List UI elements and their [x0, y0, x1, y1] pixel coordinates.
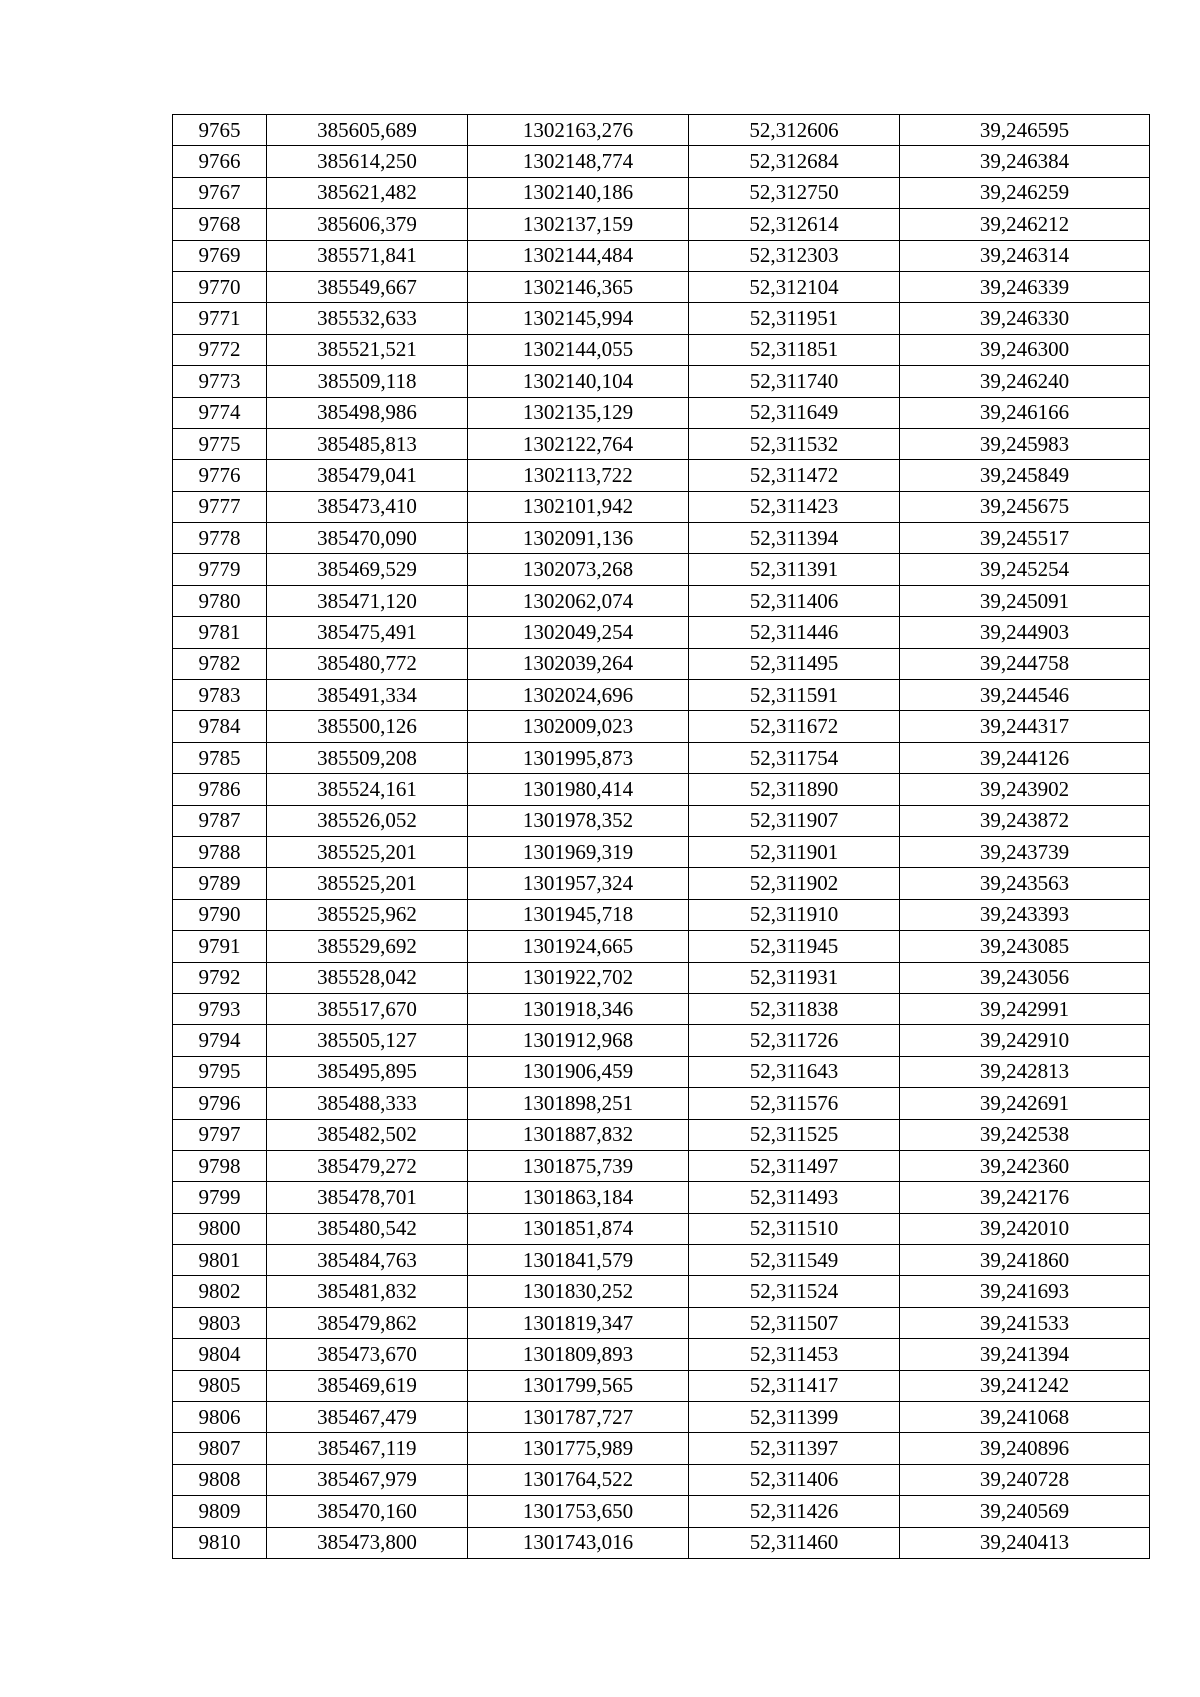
- y-coordinate-cell: 1301978,352: [468, 805, 689, 836]
- latitude-cell: 52,311525: [689, 1119, 900, 1150]
- point-number-cell: 9808: [173, 1464, 267, 1495]
- x-coordinate-cell: 385505,127: [267, 1025, 468, 1056]
- longitude-cell: 39,243056: [900, 962, 1150, 993]
- x-coordinate-cell: 385532,633: [267, 303, 468, 334]
- latitude-cell: 52,311417: [689, 1370, 900, 1401]
- table-row: [173, 680, 1150, 711]
- latitude-cell: 52,311643: [689, 1056, 900, 1087]
- y-coordinate-cell: 1302024,696: [468, 680, 689, 711]
- longitude-cell: 39,245517: [900, 523, 1150, 554]
- y-coordinate-cell: 1302039,264: [468, 648, 689, 679]
- table-row: [173, 1056, 1150, 1087]
- x-coordinate-cell: 385467,479: [267, 1402, 468, 1433]
- point-number-cell: 9792: [173, 962, 267, 993]
- x-coordinate-cell: 385549,667: [267, 271, 468, 302]
- table-row: [173, 1402, 1150, 1433]
- table-row: [173, 836, 1150, 867]
- point-number-cell: 9804: [173, 1339, 267, 1370]
- table-row: [173, 1025, 1150, 1056]
- point-number-cell: 9807: [173, 1433, 267, 1464]
- x-coordinate-cell: 385471,120: [267, 585, 468, 616]
- y-coordinate-cell: 1302135,129: [468, 397, 689, 428]
- point-number-cell: 9796: [173, 1088, 267, 1119]
- x-coordinate-cell: 385614,250: [267, 146, 468, 177]
- table-row: [173, 1370, 1150, 1401]
- point-number-cell: 9805: [173, 1370, 267, 1401]
- latitude-cell: 52,311901: [689, 836, 900, 867]
- x-coordinate-cell: 385479,041: [267, 460, 468, 491]
- y-coordinate-cell: 1301980,414: [468, 774, 689, 805]
- point-number-cell: 9794: [173, 1025, 267, 1056]
- table-row: [173, 993, 1150, 1024]
- point-number-cell: 9766: [173, 146, 267, 177]
- x-coordinate-cell: 385481,832: [267, 1276, 468, 1307]
- longitude-cell: 39,242538: [900, 1119, 1150, 1150]
- y-coordinate-cell: 1301906,459: [468, 1056, 689, 1087]
- longitude-cell: 39,241394: [900, 1339, 1150, 1370]
- latitude-cell: 52,311460: [689, 1527, 900, 1558]
- x-coordinate-cell: 385498,986: [267, 397, 468, 428]
- point-number-cell: 9788: [173, 836, 267, 867]
- table-row: [173, 742, 1150, 773]
- y-coordinate-cell: 1302101,942: [468, 491, 689, 522]
- y-coordinate-cell: 1301809,893: [468, 1339, 689, 1370]
- point-number-cell: 9768: [173, 209, 267, 240]
- y-coordinate-cell: 1301851,874: [468, 1213, 689, 1244]
- table-row: [173, 774, 1150, 805]
- y-coordinate-cell: 1301924,665: [468, 931, 689, 962]
- longitude-cell: 39,242813: [900, 1056, 1150, 1087]
- x-coordinate-cell: 385480,772: [267, 648, 468, 679]
- table-row: [173, 397, 1150, 428]
- latitude-cell: 52,311532: [689, 428, 900, 459]
- x-coordinate-cell: 385478,701: [267, 1182, 468, 1213]
- latitude-cell: 52,311931: [689, 962, 900, 993]
- y-coordinate-cell: 1301922,702: [468, 962, 689, 993]
- table-row: [173, 428, 1150, 459]
- longitude-cell: 39,244317: [900, 711, 1150, 742]
- x-coordinate-cell: 385517,670: [267, 993, 468, 1024]
- latitude-cell: 52,312614: [689, 209, 900, 240]
- longitude-cell: 39,244758: [900, 648, 1150, 679]
- table-row: [173, 1245, 1150, 1276]
- table-row: [173, 1119, 1150, 1150]
- x-coordinate-cell: 385480,542: [267, 1213, 468, 1244]
- table-row: [173, 209, 1150, 240]
- longitude-cell: 39,246339: [900, 271, 1150, 302]
- x-coordinate-cell: 385525,201: [267, 836, 468, 867]
- point-number-cell: 9809: [173, 1496, 267, 1527]
- longitude-cell: 39,245849: [900, 460, 1150, 491]
- y-coordinate-cell: 1301799,565: [468, 1370, 689, 1401]
- table-row: [173, 1088, 1150, 1119]
- point-number-cell: 9780: [173, 585, 267, 616]
- longitude-cell: 39,245091: [900, 585, 1150, 616]
- longitude-cell: 39,240728: [900, 1464, 1150, 1495]
- latitude-cell: 52,311423: [689, 491, 900, 522]
- y-coordinate-cell: 1301764,522: [468, 1464, 689, 1495]
- y-coordinate-cell: 1302091,136: [468, 523, 689, 554]
- x-coordinate-cell: 385491,334: [267, 680, 468, 711]
- latitude-cell: 52,311576: [689, 1088, 900, 1119]
- point-number-cell: 9775: [173, 428, 267, 459]
- point-number-cell: 9785: [173, 742, 267, 773]
- x-coordinate-cell: 385605,689: [267, 115, 468, 146]
- y-coordinate-cell: 1302009,023: [468, 711, 689, 742]
- latitude-cell: 52,311397: [689, 1433, 900, 1464]
- point-number-cell: 9790: [173, 899, 267, 930]
- latitude-cell: 52,311472: [689, 460, 900, 491]
- y-coordinate-cell: 1301995,873: [468, 742, 689, 773]
- y-coordinate-cell: 1301830,252: [468, 1276, 689, 1307]
- table-row: [173, 491, 1150, 522]
- y-coordinate-cell: 1301918,346: [468, 993, 689, 1024]
- y-coordinate-cell: 1301787,727: [468, 1402, 689, 1433]
- y-coordinate-cell: 1301775,989: [468, 1433, 689, 1464]
- y-coordinate-cell: 1301819,347: [468, 1307, 689, 1338]
- point-number-cell: 9802: [173, 1276, 267, 1307]
- x-coordinate-cell: 385500,126: [267, 711, 468, 742]
- longitude-cell: 39,243902: [900, 774, 1150, 805]
- latitude-cell: 52,311910: [689, 899, 900, 930]
- table-row: [173, 1276, 1150, 1307]
- longitude-cell: 39,245254: [900, 554, 1150, 585]
- x-coordinate-cell: 385479,272: [267, 1150, 468, 1181]
- latitude-cell: 52,311391: [689, 554, 900, 585]
- latitude-cell: 52,311394: [689, 523, 900, 554]
- y-coordinate-cell: 1301887,832: [468, 1119, 689, 1150]
- latitude-cell: 52,311951: [689, 303, 900, 334]
- point-number-cell: 9781: [173, 617, 267, 648]
- x-coordinate-cell: 385528,042: [267, 962, 468, 993]
- table-row: [173, 1307, 1150, 1338]
- table-row: [173, 711, 1150, 742]
- point-number-cell: 9801: [173, 1245, 267, 1276]
- longitude-cell: 39,246330: [900, 303, 1150, 334]
- point-number-cell: 9799: [173, 1182, 267, 1213]
- point-number-cell: 9784: [173, 711, 267, 742]
- table-row: [173, 1213, 1150, 1244]
- x-coordinate-cell: 385606,379: [267, 209, 468, 240]
- latitude-cell: 52,311495: [689, 648, 900, 679]
- point-number-cell: 9803: [173, 1307, 267, 1338]
- table-row: [173, 334, 1150, 365]
- longitude-cell: 39,246300: [900, 334, 1150, 365]
- point-number-cell: 9786: [173, 774, 267, 805]
- table-row: [173, 523, 1150, 554]
- table-row: [173, 617, 1150, 648]
- table-row: [173, 303, 1150, 334]
- table-row: [173, 240, 1150, 271]
- latitude-cell: 52,311510: [689, 1213, 900, 1244]
- longitude-cell: 39,246240: [900, 366, 1150, 397]
- latitude-cell: 52,311507: [689, 1307, 900, 1338]
- latitude-cell: 52,312303: [689, 240, 900, 271]
- latitude-cell: 52,311426: [689, 1496, 900, 1527]
- latitude-cell: 52,312606: [689, 115, 900, 146]
- latitude-cell: 52,312750: [689, 177, 900, 208]
- point-number-cell: 9787: [173, 805, 267, 836]
- latitude-cell: 52,311851: [689, 334, 900, 365]
- point-number-cell: 9767: [173, 177, 267, 208]
- y-coordinate-cell: 1301863,184: [468, 1182, 689, 1213]
- table-row: [173, 366, 1150, 397]
- table-row: [173, 1339, 1150, 1370]
- coordinates-table: [172, 114, 1150, 1559]
- y-coordinate-cell: 1302163,276: [468, 115, 689, 146]
- table-row: [173, 177, 1150, 208]
- longitude-cell: 39,245675: [900, 491, 1150, 522]
- x-coordinate-cell: 385524,161: [267, 774, 468, 805]
- table-row: [173, 931, 1150, 962]
- longitude-cell: 39,240569: [900, 1496, 1150, 1527]
- latitude-cell: 52,311945: [689, 931, 900, 962]
- table-row: [173, 271, 1150, 302]
- longitude-cell: 39,246212: [900, 209, 1150, 240]
- coordinates-table-body: [173, 115, 1150, 1559]
- latitude-cell: 52,311838: [689, 993, 900, 1024]
- latitude-cell: 52,311399: [689, 1402, 900, 1433]
- y-coordinate-cell: 1301912,968: [468, 1025, 689, 1056]
- table-row: [173, 146, 1150, 177]
- latitude-cell: 52,311907: [689, 805, 900, 836]
- table-row: [173, 585, 1150, 616]
- longitude-cell: 39,246259: [900, 177, 1150, 208]
- longitude-cell: 39,241242: [900, 1370, 1150, 1401]
- x-coordinate-cell: 385509,208: [267, 742, 468, 773]
- x-coordinate-cell: 385621,482: [267, 177, 468, 208]
- latitude-cell: 52,311493: [689, 1182, 900, 1213]
- point-number-cell: 9798: [173, 1150, 267, 1181]
- longitude-cell: 39,243872: [900, 805, 1150, 836]
- latitude-cell: 52,311406: [689, 1464, 900, 1495]
- longitude-cell: 39,246314: [900, 240, 1150, 271]
- point-number-cell: 9771: [173, 303, 267, 334]
- latitude-cell: 52,311549: [689, 1245, 900, 1276]
- table-row: [173, 1464, 1150, 1495]
- y-coordinate-cell: 1301969,319: [468, 836, 689, 867]
- latitude-cell: 52,312104: [689, 271, 900, 302]
- y-coordinate-cell: 1302148,774: [468, 146, 689, 177]
- latitude-cell: 52,311740: [689, 366, 900, 397]
- longitude-cell: 39,242910: [900, 1025, 1150, 1056]
- y-coordinate-cell: 1301898,251: [468, 1088, 689, 1119]
- point-number-cell: 9791: [173, 931, 267, 962]
- point-number-cell: 9778: [173, 523, 267, 554]
- latitude-cell: 52,311406: [689, 585, 900, 616]
- longitude-cell: 39,240413: [900, 1527, 1150, 1558]
- table-row: [173, 1527, 1150, 1558]
- point-number-cell: 9770: [173, 271, 267, 302]
- latitude-cell: 52,311902: [689, 868, 900, 899]
- table-row: [173, 1182, 1150, 1213]
- y-coordinate-cell: 1301841,579: [468, 1245, 689, 1276]
- point-number-cell: 9795: [173, 1056, 267, 1087]
- longitude-cell: 39,241693: [900, 1276, 1150, 1307]
- x-coordinate-cell: 385470,090: [267, 523, 468, 554]
- x-coordinate-cell: 385529,692: [267, 931, 468, 962]
- table-row: [173, 962, 1150, 993]
- point-number-cell: 9772: [173, 334, 267, 365]
- point-number-cell: 9783: [173, 680, 267, 711]
- longitude-cell: 39,243393: [900, 899, 1150, 930]
- point-number-cell: 9800: [173, 1213, 267, 1244]
- latitude-cell: 52,311524: [689, 1276, 900, 1307]
- point-number-cell: 9776: [173, 460, 267, 491]
- longitude-cell: 39,244126: [900, 742, 1150, 773]
- x-coordinate-cell: 385495,895: [267, 1056, 468, 1087]
- x-coordinate-cell: 385525,201: [267, 868, 468, 899]
- point-number-cell: 9782: [173, 648, 267, 679]
- y-coordinate-cell: 1302144,484: [468, 240, 689, 271]
- latitude-cell: 52,311446: [689, 617, 900, 648]
- x-coordinate-cell: 385470,160: [267, 1496, 468, 1527]
- y-coordinate-cell: 1302144,055: [468, 334, 689, 365]
- x-coordinate-cell: 385526,052: [267, 805, 468, 836]
- x-coordinate-cell: 385475,491: [267, 617, 468, 648]
- y-coordinate-cell: 1302049,254: [468, 617, 689, 648]
- point-number-cell: 9765: [173, 115, 267, 146]
- x-coordinate-cell: 385485,813: [267, 428, 468, 459]
- point-number-cell: 9769: [173, 240, 267, 271]
- x-coordinate-cell: 385467,119: [267, 1433, 468, 1464]
- x-coordinate-cell: 385469,619: [267, 1370, 468, 1401]
- table-row: [173, 1150, 1150, 1181]
- y-coordinate-cell: 1302062,074: [468, 585, 689, 616]
- x-coordinate-cell: 385473,800: [267, 1527, 468, 1558]
- x-coordinate-cell: 385467,979: [267, 1464, 468, 1495]
- longitude-cell: 39,240896: [900, 1433, 1150, 1464]
- longitude-cell: 39,246166: [900, 397, 1150, 428]
- longitude-cell: 39,246595: [900, 115, 1150, 146]
- y-coordinate-cell: 1301753,650: [468, 1496, 689, 1527]
- x-coordinate-cell: 385482,502: [267, 1119, 468, 1150]
- longitude-cell: 39,246384: [900, 146, 1150, 177]
- table-row: [173, 805, 1150, 836]
- latitude-cell: 52,311497: [689, 1150, 900, 1181]
- table-row: [173, 648, 1150, 679]
- x-coordinate-cell: 385469,529: [267, 554, 468, 585]
- latitude-cell: 52,311726: [689, 1025, 900, 1056]
- point-number-cell: 9806: [173, 1402, 267, 1433]
- latitude-cell: 52,311754: [689, 742, 900, 773]
- point-number-cell: 9789: [173, 868, 267, 899]
- x-coordinate-cell: 385473,410: [267, 491, 468, 522]
- y-coordinate-cell: 1302137,159: [468, 209, 689, 240]
- y-coordinate-cell: 1302140,186: [468, 177, 689, 208]
- longitude-cell: 39,242691: [900, 1088, 1150, 1119]
- table-row: [173, 554, 1150, 585]
- longitude-cell: 39,242176: [900, 1182, 1150, 1213]
- x-coordinate-cell: 385473,670: [267, 1339, 468, 1370]
- y-coordinate-cell: 1301743,016: [468, 1527, 689, 1558]
- y-coordinate-cell: 1302140,104: [468, 366, 689, 397]
- longitude-cell: 39,242991: [900, 993, 1150, 1024]
- table-row: [173, 115, 1150, 146]
- longitude-cell: 39,243739: [900, 836, 1150, 867]
- latitude-cell: 52,311890: [689, 774, 900, 805]
- point-number-cell: 9773: [173, 366, 267, 397]
- latitude-cell: 52,311672: [689, 711, 900, 742]
- latitude-cell: 52,311453: [689, 1339, 900, 1370]
- longitude-cell: 39,244546: [900, 680, 1150, 711]
- longitude-cell: 39,241860: [900, 1245, 1150, 1276]
- y-coordinate-cell: 1302146,365: [468, 271, 689, 302]
- longitude-cell: 39,241068: [900, 1402, 1150, 1433]
- y-coordinate-cell: 1301957,324: [468, 868, 689, 899]
- longitude-cell: 39,244903: [900, 617, 1150, 648]
- longitude-cell: 39,241533: [900, 1307, 1150, 1338]
- table-row: [173, 899, 1150, 930]
- latitude-cell: 52,312684: [689, 146, 900, 177]
- longitude-cell: 39,243085: [900, 931, 1150, 962]
- x-coordinate-cell: 385571,841: [267, 240, 468, 271]
- x-coordinate-cell: 385484,763: [267, 1245, 468, 1276]
- table-row: [173, 1433, 1150, 1464]
- latitude-cell: 52,311591: [689, 680, 900, 711]
- longitude-cell: 39,245983: [900, 428, 1150, 459]
- x-coordinate-cell: 385521,521: [267, 334, 468, 365]
- longitude-cell: 39,242360: [900, 1150, 1150, 1181]
- table-row: [173, 460, 1150, 491]
- point-number-cell: 9793: [173, 993, 267, 1024]
- latitude-cell: 52,311649: [689, 397, 900, 428]
- point-number-cell: 9779: [173, 554, 267, 585]
- longitude-cell: 39,242010: [900, 1213, 1150, 1244]
- y-coordinate-cell: 1302145,994: [468, 303, 689, 334]
- point-number-cell: 9797: [173, 1119, 267, 1150]
- x-coordinate-cell: 385479,862: [267, 1307, 468, 1338]
- point-number-cell: 9777: [173, 491, 267, 522]
- y-coordinate-cell: 1302073,268: [468, 554, 689, 585]
- x-coordinate-cell: 385525,962: [267, 899, 468, 930]
- y-coordinate-cell: 1302122,764: [468, 428, 689, 459]
- longitude-cell: 39,243563: [900, 868, 1150, 899]
- point-number-cell: 9774: [173, 397, 267, 428]
- y-coordinate-cell: 1302113,722: [468, 460, 689, 491]
- table-row: [173, 1496, 1150, 1527]
- point-number-cell: 9810: [173, 1527, 267, 1558]
- x-coordinate-cell: 385488,333: [267, 1088, 468, 1119]
- y-coordinate-cell: 1301945,718: [468, 899, 689, 930]
- table-row: [173, 868, 1150, 899]
- y-coordinate-cell: 1301875,739: [468, 1150, 689, 1181]
- x-coordinate-cell: 385509,118: [267, 366, 468, 397]
